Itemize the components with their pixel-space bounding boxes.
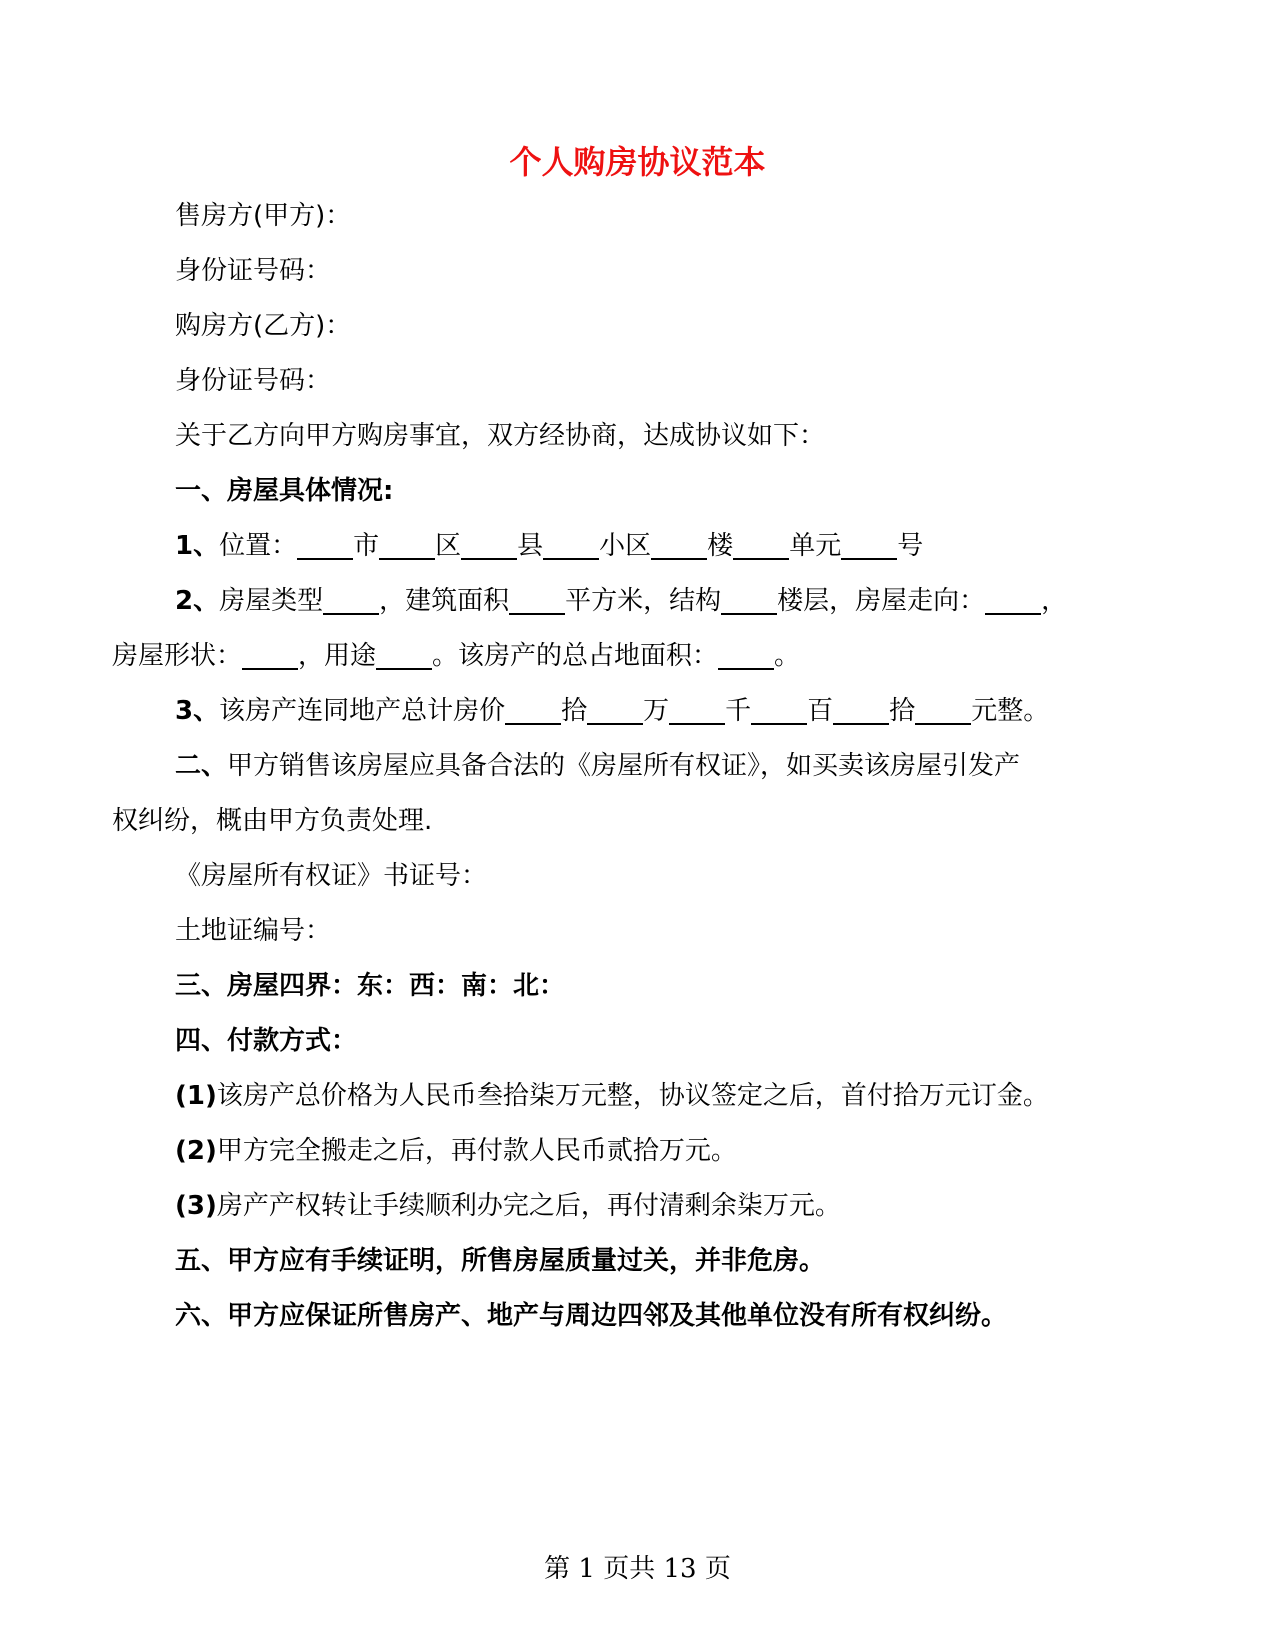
blank-line [323, 613, 379, 615]
section5-heading: 五、甲方应有手续证明，所售房屋质量过关，并非危房。 [175, 1246, 826, 1276]
blank-line [461, 558, 517, 560]
blank-line [669, 723, 725, 725]
unit-label: 元整。 [971, 696, 1050, 726]
blank-line [297, 558, 353, 560]
blank-line [721, 613, 777, 615]
price-line [175, 691, 1049, 731]
unit-label: 单元 [789, 531, 842, 561]
unit-label: 千 [725, 696, 752, 726]
blank-line [543, 558, 599, 560]
blank-line [833, 723, 889, 725]
unit-label: 百 [807, 696, 834, 726]
location-line [175, 526, 923, 566]
seller-id-field: 身份证号码： [175, 256, 332, 286]
blank-line [841, 558, 897, 560]
section6-heading: 六、甲方应保证所售房产、地产与周边四邻及其他单位没有所有权纠纷。 [175, 1301, 1008, 1331]
intro-text: 关于乙方向甲方购房事宜，双方经协商，达成协议如下： [175, 421, 826, 451]
blank-line [379, 558, 435, 560]
section4-heading: 四、付款方式： [175, 1026, 358, 1056]
location-label: 位置： [219, 531, 298, 561]
comma: ， [1041, 586, 1068, 616]
section2-paragraph [175, 746, 1020, 786]
structure-label: 平方米，结构 [565, 586, 722, 616]
payment-number: (1) [175, 1081, 217, 1111]
unit-label: 拾 [889, 696, 916, 726]
blank-line [505, 723, 561, 725]
payment-item [175, 1131, 737, 1171]
unit-label: 万 [643, 696, 670, 726]
item-number: 2、 [175, 586, 220, 616]
unit-label: 区 [435, 531, 462, 561]
section2-number: 二、 [175, 751, 228, 781]
document-title: 个人购房协议范本 [509, 143, 766, 181]
blank-line [915, 723, 971, 725]
section3-heading: 三、房屋四界：东：西：南：北： [175, 971, 566, 1001]
blank-line [733, 558, 789, 560]
unit-label: 号 [897, 531, 924, 561]
payment-text: 甲方完全搬走之后，再付款人民币贰拾万元。 [216, 1136, 737, 1166]
blank-line [651, 558, 707, 560]
cert-number-field: 《房屋所有权证》书证号： [175, 861, 488, 891]
unit-label: 市 [353, 531, 380, 561]
unit-label: 县 [517, 531, 544, 561]
item-number: 3、 [175, 696, 220, 726]
buyer-id-field: 身份证号码： [175, 366, 332, 396]
period: 。 [774, 641, 801, 671]
page-footer: 第 1 页共 13 页 [544, 1554, 731, 1584]
house-type-line [175, 581, 1067, 621]
section2-text-cont: 权纠纷，概由甲方负责处理. [112, 806, 433, 836]
blank-line [587, 723, 643, 725]
blank-line [242, 668, 298, 670]
seller-field: 售房方(甲方)： [175, 201, 352, 231]
payment-number: (3) [175, 1191, 217, 1221]
unit-label: 楼 [707, 531, 734, 561]
blank-line [718, 668, 774, 670]
payment-item [175, 1076, 1049, 1116]
land-cert-field: 土地证编号： [175, 916, 332, 946]
house-type-label: 房屋类型 [219, 586, 324, 616]
price-label: 该房产连同地产总计房价 [219, 696, 506, 726]
payment-text: 该房产总价格为人民币叁拾柒万元整，协议签定之后，首付拾万元订金。 [216, 1081, 1049, 1111]
section1-heading: 一、房屋具体情况: [175, 476, 394, 506]
payment-number: (2) [175, 1136, 217, 1166]
buyer-field: 购房方(乙方)： [175, 311, 352, 341]
area-label: ，建筑面积 [379, 586, 510, 616]
blank-line [985, 613, 1041, 615]
item-number: 1、 [175, 531, 220, 561]
land-area-label: 。该房产的总占地面积： [432, 641, 719, 671]
unit-label: 小区 [599, 531, 652, 561]
blank-line [751, 723, 807, 725]
blank-line [509, 613, 565, 615]
house-shape-line [112, 636, 800, 676]
section2-text: 甲方销售该房屋应具备合法的《房屋所有权证》，如买卖该房屋引发产 [227, 751, 1021, 781]
shape-label: 房屋形状： [112, 641, 243, 671]
usage-label: ，用途 [298, 641, 377, 671]
unit-label: 拾 [561, 696, 588, 726]
payment-text: 房产产权转让手续顺利办完之后，再付清剩余柒万元。 [216, 1191, 841, 1221]
payment-item [175, 1186, 841, 1226]
orientation-label: 楼层，房屋走向： [777, 586, 986, 616]
blank-line [376, 668, 432, 670]
